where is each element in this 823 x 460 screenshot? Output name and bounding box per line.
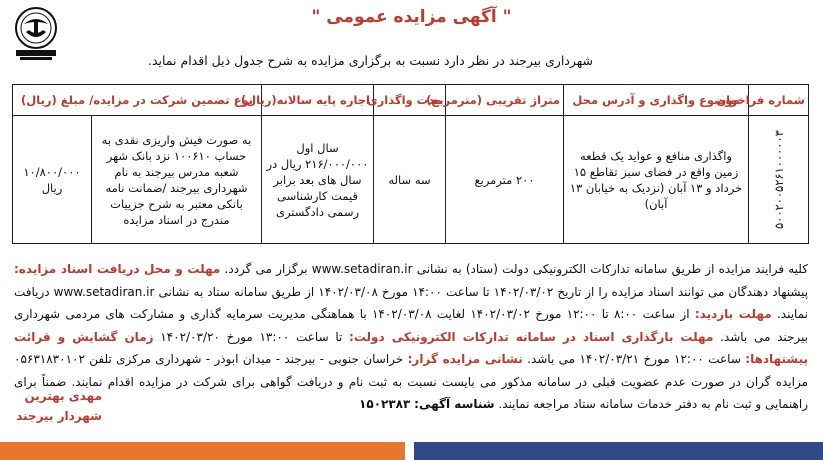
- heading-ad-id: شناسه آگهی:: [414, 397, 495, 411]
- cell-area: ۲۰۰ مترمربع: [446, 116, 564, 244]
- body-docs: پیشنهاد دهندگان می توانند اسناد مزایده را از تاریخ ۱۴۰۲/۰۳/۰۲ تا ساعت ۱۴:۰۰ مورخ ۱۴۰۲/۰۳/۰۸ از طریق سامانه ستاد به نشانی www.setadiran.ir دریافت نمایند.: [14, 284, 809, 321]
- notice-body: [14, 258, 808, 416]
- auction-table: [12, 84, 809, 244]
- header-guarantee: نوع تضمین شرکت در مزایده/ مبلغ (ریال): [13, 85, 262, 116]
- cell-duration: سه ساله: [374, 116, 446, 244]
- signatory-title: شهردار بیرجند: [16, 409, 102, 423]
- header-duration: مدت واگذاری: [374, 85, 446, 116]
- bottom-banner-left: [0, 442, 405, 460]
- cell-ref: ۵۰۰۲۰۰۵۲۶۱۰۰۰۰۰۳: [749, 116, 809, 244]
- signatory-name: مهدی بهترین: [24, 389, 102, 403]
- guarantee-unit: ریال: [41, 180, 63, 195]
- notice-title: " آگهی مزایده عمومی ": [311, 7, 512, 27]
- body-visit: از ساعت ۸:۰۰ تا ۱۲:۰۰ مورخ ۱۴۰۲/۰۳/۰۲ لغایت ۱۴۰۲/۰۳/۰۸ با هماهنگی مدیریت سرمایه گذاری و مشارکت های مردمی شهرداری بیرجند می باشد.: [14, 307, 808, 344]
- heading-visit: مهلت بازدید:: [694, 307, 772, 321]
- bottom-banner-right: [414, 442, 823, 460]
- body-process: کلیه فرایند مزایده از طریق سامانه تدارکات الکترونیکی دولت (ستاد) به نشانی www.setadiran.ir برگزار می گردد.: [224, 262, 808, 276]
- body-address: خراسان جنوبی - بیرجند - میدان ابوذر - شهرداری مرکزی تلفن ۰۵۶۳۱۸۳۰۱۰۲ مزایده گران در صورت عدم عضویت قبلی در سامانه مذکور می بایست نسبت به ثبت نام و دریافت گواهی برای شرکت در مزایده اقدام نمایند. ضمناً برای راهنمایی و ثبت نام به دفتر خدمات سامانه ستاد مراجعه نمایند.: [14, 352, 808, 411]
- notice-intro: شهرداری بیرجند در نظر دارد نسبت به برگزاری مزایده به شرح جدول ذیل اقدام نماید.: [147, 53, 593, 68]
- table-row: [13, 116, 809, 244]
- header-rent: اجاره پایه سالانه(ریال): [262, 85, 374, 116]
- heading-address: نشانی مزایده گزار:: [407, 352, 523, 366]
- signature-block: [12, 386, 102, 426]
- heading-opening: زمان گشایش و قرائت پیشنهادها:: [14, 329, 808, 366]
- header-subject: موضوع واگذاری و آدرس محل: [564, 85, 749, 116]
- cell-subject: واگذاری منافع و عواید یک قطعه زمین واقع در فضای سبز تقاطع ۱۵ خرداد و ۱۳ آبان (نزدیک به خیابان ۱۳ آبان): [564, 116, 749, 244]
- header-ref: شماره فراخوان: [749, 85, 809, 116]
- cell-rent: سال اول ۲۱۶/۰۰۰/۰۰۰ ریال در سال های بعد برابر قیمت کارشناسی رسمی دادگستری: [262, 116, 374, 244]
- cell-guarantee-type: به صورت فیش واریزی نقدی به حساب ۱۰۰۶۱۰ نزد بانک شهر شعبه مدرس بیرجند به نام شهرداری بیرجند /ضمانت نامه بانکی معتبر به شرح جزییات مندرج در اسناد مزایده: [92, 116, 262, 244]
- body-opening: ساعت ۱۲:۰۰ مورخ ۱۴۰۲/۰۳/۲۱ می باشد.: [527, 352, 741, 366]
- heading-docs: مهلت و محل دریافت اسناد مزایده:: [14, 262, 221, 276]
- heading-upload: مهلت بارگذاری اسناد در سامانه تدارکات الکترونیکی دولت:: [349, 329, 714, 344]
- guarantee-amount: ۱۰/۸۰۰/۰۰۰: [23, 164, 81, 179]
- cell-guarantee-amount: [13, 116, 92, 244]
- table-header-row: [13, 85, 809, 116]
- header-area: متراژ تقریبی (مترمربع): [446, 85, 564, 116]
- body-upload: تا ساعت ۱۳:۰۰ مورخ ۱۴۰۲/۰۳/۲۰: [160, 329, 343, 344]
- ad-id-value: ۱۵۰۲۳۸۳: [359, 397, 411, 411]
